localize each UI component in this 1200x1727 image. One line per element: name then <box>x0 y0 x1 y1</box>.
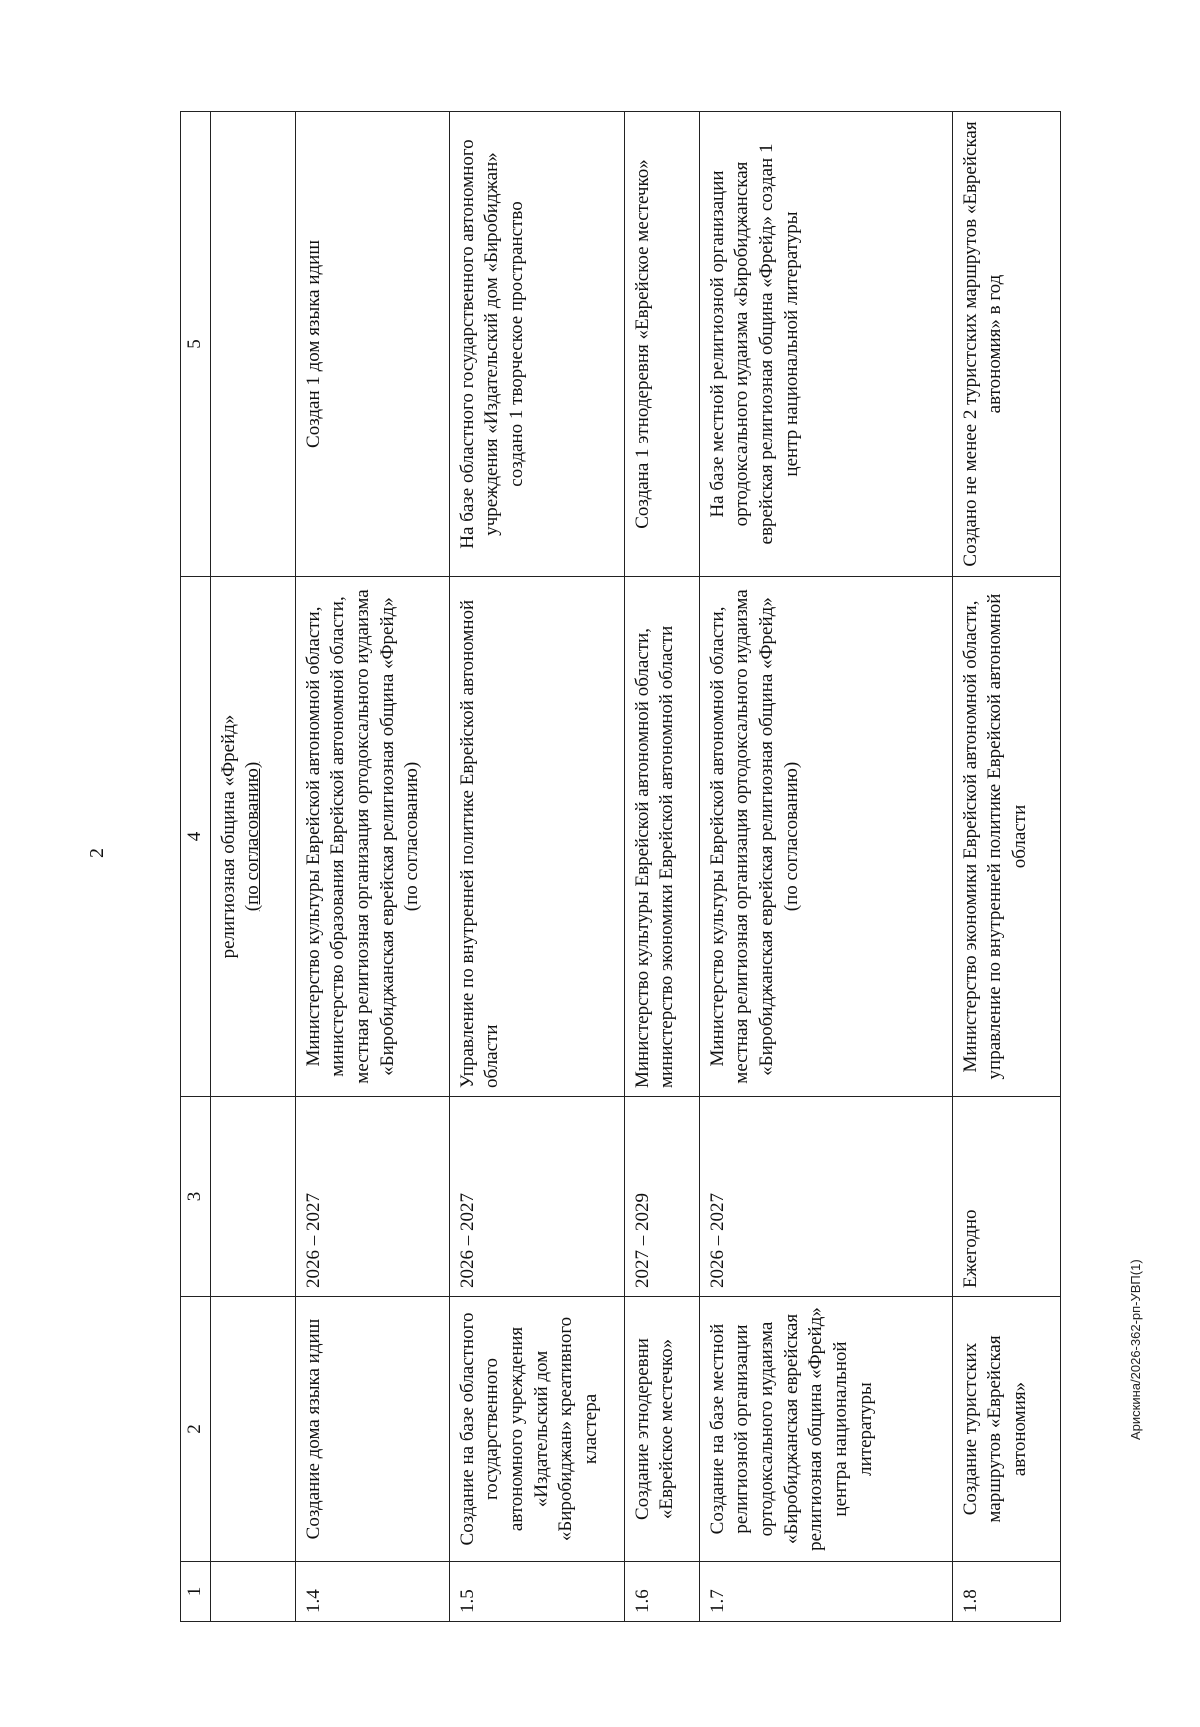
cell-empty <box>210 1097 295 1297</box>
cell-empty <box>210 1297 295 1562</box>
cell-period: 2027 – 2029 <box>624 1097 699 1297</box>
cell-empty <box>210 1562 295 1622</box>
executors-continued-note: (по согласованию) <box>242 761 264 912</box>
cell-action: Создание туристских маршрутов «Еврейская автономия» <box>952 1297 1060 1562</box>
cell-executors: Министерство культуры Еврейской автономной области, министерство образования Еврейской автономной области, местная религиозная организация ортодоксального иудаизма «Биробиджанская еврейская религиозная община «Фрейд» (по согласованию) <box>295 577 449 1097</box>
page-number: 2 <box>86 848 108 858</box>
cell-empty <box>210 112 295 577</box>
cell-result: На базе областного государственного автономного учреждения «Издательский дом «Биробиджан» создано 1 творческое пространство <box>449 112 624 577</box>
cell-executors-continued <box>210 577 295 1097</box>
cell-action: Создание этнодеревни «Еврейское местечко» <box>624 1297 699 1562</box>
executors-continued-line: религиозная община «Фрейд» <box>217 714 239 959</box>
table-row <box>295 112 449 1622</box>
cell-number: 1.6 <box>624 1562 699 1622</box>
column-number-header: 4 <box>181 577 211 1097</box>
executors-line: Министерство экономики Еврейской автономной области, <box>959 600 981 1073</box>
table-row <box>624 112 699 1622</box>
cell-number: 1.5 <box>449 1562 624 1622</box>
cell-number: 1.4 <box>295 1562 449 1622</box>
cell-period: 2026 – 2027 <box>295 1097 449 1297</box>
cell-executors: Министерство культуры Еврейской автономной области, местная религиозная организация ортодоксального иудаизма «Биробиджанская еврейская религиозная община «Фрейд» (по согласованию) <box>699 577 952 1097</box>
cell-result: На базе местной религиозной организации ортодоксального иудаизма «Биробиджанская еврейская религиозная община «Фрейд» создан 1 центр национальной литературы <box>699 112 952 577</box>
cell-period: 2026 – 2027 <box>699 1097 952 1297</box>
table-header-row <box>181 112 211 1622</box>
cell-result: Создана 1 этнодеревня «Еврейское местечко» <box>624 112 699 577</box>
column-number-header: 5 <box>181 112 211 577</box>
column-number-header: 2 <box>181 1297 211 1562</box>
plan-table <box>180 111 1061 1622</box>
cell-executors <box>952 577 1060 1097</box>
cell-period: 2026 – 2027 <box>449 1097 624 1297</box>
table-row-continuation <box>210 112 295 1622</box>
cell-period: Ежегодно <box>952 1097 1060 1297</box>
table-row <box>449 112 624 1622</box>
table-row <box>952 112 1060 1622</box>
cell-number: 1.7 <box>699 1562 952 1622</box>
cell-number: 1.8 <box>952 1562 1060 1622</box>
cell-action: Создание дома языка идиш <box>295 1297 449 1562</box>
cell-executors: Министерство культуры Еврейской автономной области, министерство экономики Еврейской автономной области <box>624 577 699 1097</box>
document-code: Арискина/2026-362-рп-УВП(1) <box>1128 1259 1143 1440</box>
cell-action: Создание на базе местной религиозной организации ортодоксального иудаизма «Биробиджанская еврейская религиозная община «Фрейд» центра национальной литературы <box>699 1297 952 1562</box>
cell-action: Создание на базе областного государственного автономного учреждения «Издательский дом «Биробиджан» креативного кластера <box>449 1297 624 1562</box>
rotated-table-area <box>180 112 1080 1622</box>
cell-result: Создано не менее 2 туристских маршрутов «Еврейская автономия» в год <box>952 112 1060 577</box>
executors-line: управление по внутренней политике Еврейской автономной области <box>984 593 1031 1080</box>
column-number-header: 1 <box>181 1562 211 1622</box>
cell-executors: Управление по внутренней политике Еврейской автономной области <box>449 577 624 1097</box>
column-number-header: 3 <box>181 1097 211 1297</box>
cell-result: Создан 1 дом языка идиш <box>295 112 449 577</box>
table-row <box>699 112 952 1622</box>
